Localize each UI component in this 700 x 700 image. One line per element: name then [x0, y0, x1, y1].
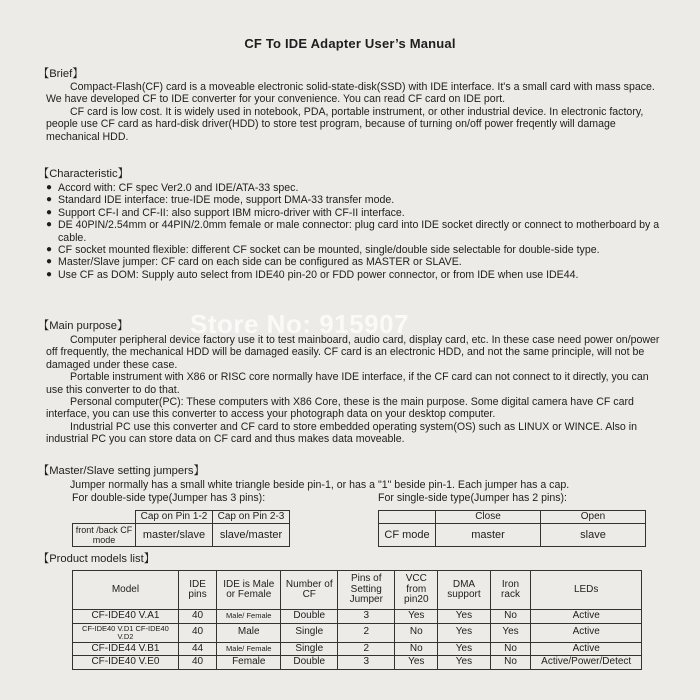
table-cell: No [490, 656, 531, 670]
main-purpose-paragraph-2: Portable instrument with X86 or RISC core normally have IDE interface, if the CF card can not connect to it directly, you can use this converter to do that. [46, 371, 649, 396]
table-cell: 2 [338, 623, 395, 642]
jumpers-text [46, 479, 666, 491]
table-header: Number of CF [281, 571, 338, 610]
table-header: Cap on Pin 2-3 [213, 511, 290, 524]
jumpers-paragraph: Jumper normally has a small white triangle beside pin-1, or has a "1" beside pin-1. Each jumper has a cap. [70, 479, 570, 491]
table-cell: CF-IDE40 V.D1 CF-IDE40 V.D2 [73, 623, 179, 642]
table-cell: 40 [178, 623, 216, 642]
main-purpose-heading: 【Main purpose】 [38, 320, 129, 332]
characteristic-item: ● Accord with: CF spec Ver2.0 and IDE/ATA-33 spec. [46, 182, 671, 194]
characteristic-item: ● DE 40PIN/2.54mm or 44PIN/2.0mm female or male connector: plug card into IDE socket directly or connect to motherboard by a cable. [46, 219, 671, 244]
table-cell: Male [217, 623, 281, 642]
table-cell: Yes [490, 623, 531, 642]
table-cell: Yes [395, 610, 438, 624]
table-cell: Yes [438, 610, 490, 624]
table-cell: Yes [395, 656, 438, 670]
table-cell: No [490, 642, 531, 656]
table-cell: Single [281, 623, 338, 642]
table-header: Close [436, 511, 541, 524]
table-cell: Male/ Female [217, 642, 281, 656]
characteristic-item: ● CF socket mounted flexible: different CF socket can be mounted, single/double side selectable for double-side type. [46, 244, 671, 256]
table-cell: No [490, 610, 531, 624]
table-cell: Double [281, 656, 338, 670]
table-cell: 40 [178, 610, 216, 624]
characteristic-item: ● Master/Slave jumper: CF card on each side can be configured as MASTER or SLAVE. [46, 256, 671, 268]
table-header: IDE pins [178, 571, 216, 610]
main-purpose-paragraph-1: Computer peripheral device factory use it to test mainboard, audio card, display card, etc. In these case need power on/power off frequently, the mechanical HDD will be damaged easily. CF card is an electronic HDD, and not the same principle, will not be damaged under these case. [46, 334, 660, 371]
table-cell: master [436, 524, 541, 547]
store-watermark: Store No: 915907 [190, 309, 409, 339]
table-cell: Active/Power/Detect [531, 656, 642, 670]
characteristic-item: ● Use CF as DOM: Supply auto select from IDE40 pin-20 or FDD power connector, or from IDE when use IDE44. [46, 269, 671, 281]
table-cell: 40 [178, 656, 216, 670]
table-header: Pins of Setting Jumper [338, 571, 395, 610]
double-side-jumper-table [72, 510, 290, 547]
table-header: Model [73, 571, 179, 610]
table-cell: 2 [338, 642, 395, 656]
characteristic-item: ● Standard IDE interface: true-IDE mode, support DMA-33 transfer mode. [46, 194, 671, 206]
table-cell: Double [281, 610, 338, 624]
single-side-jumper-table [378, 510, 646, 547]
brief-text [46, 81, 666, 143]
table-cell: 3 [338, 656, 395, 670]
table-cell: master/slave [136, 524, 213, 547]
product-models-table [72, 570, 642, 670]
table-cell: CF-IDE40 V.E0 [73, 656, 179, 670]
brief-heading: 【Brief】 [38, 68, 84, 80]
table-cell: No [395, 642, 438, 656]
table-cell: CF-IDE40 V.A1 [73, 610, 179, 624]
table-cell: Single [281, 642, 338, 656]
single-side-label: For single-side type(Jumper has 2 pins): [378, 492, 568, 504]
table-row [73, 623, 642, 642]
table-cell: 44 [178, 642, 216, 656]
models-heading: 【Product models list】 [38, 553, 155, 565]
table-header: VCC from pin20 [395, 571, 438, 610]
table-cell: Male/ Female [217, 610, 281, 624]
table-row [73, 642, 642, 656]
main-purpose-paragraph-3: Personal computer(PC): These computers with X86 Core, these is the main purpose. Some digital camera have CF card interface, you can use this converter to access your photograph data on your desktop computer. [46, 396, 634, 421]
table-cell: slave/master [213, 524, 290, 547]
table-cell: Yes [438, 656, 490, 670]
table-header: Iron rack [490, 571, 531, 610]
table-cell: Active [531, 623, 642, 642]
table-header: LEDs [531, 571, 642, 610]
brief-paragraph-2: CF card is low cost. It is widely used in notebook, PDA, portable instrument, or other industrial device. In electronic factory, people use CF card as hard-disk driver(HDD) to store test program, because of turning on/off power freqently will damage mechanical HDD. [46, 105, 644, 143]
table-cell: slave [541, 524, 646, 547]
characteristic-list [46, 182, 671, 281]
brief-paragraph-1: Compact-Flash(CF) card is a moveable electronic solid-state-disk(SSD) with IDE interface. It's a small card with mass space. We have developed CF to IDE converter for your convenience. You can read CF card on IDE port. [46, 81, 655, 106]
table-cell: Active [531, 642, 642, 656]
table-cell: CF-IDE44 V.B1 [73, 642, 179, 656]
table-cell: Active [531, 610, 642, 624]
table-header: DMA support [438, 571, 490, 610]
table-row [73, 610, 642, 624]
table-row-label: CF mode [379, 524, 436, 547]
characteristic-item: ● Support CF-I and CF-II: also support IBM micro-driver with CF-II interface. [46, 207, 671, 219]
main-purpose-paragraph-4: Industrial PC use this converter and CF card to store embedded operating system(OS) such as LINUX or WINCE. Also in industrial PC you can store data on CF card and thus makes data moveable. [46, 420, 638, 446]
table-header: IDE is Male or Female [217, 571, 281, 610]
table-row-label: front /back CF mode [73, 524, 136, 547]
jumpers-heading: 【Master/Slave setting jumpers】 [38, 465, 205, 477]
double-side-label: For double-side type(Jumper has 3 pins): [72, 492, 266, 504]
table-header: Open [541, 511, 646, 524]
table-cell: 3 [338, 610, 395, 624]
table-header: Cap on Pin 1-2 [136, 511, 213, 524]
table-row [73, 656, 642, 670]
table-cell: Female [217, 656, 281, 670]
page-title: CF To IDE Adapter User’s Manual [244, 36, 456, 51]
main-purpose-text [46, 334, 666, 446]
characteristic-heading: 【Characteristic】 [38, 168, 129, 180]
table-cell: No [395, 623, 438, 642]
table-cell: Yes [438, 642, 490, 656]
table-cell: Yes [438, 623, 490, 642]
table-header-row [73, 571, 642, 610]
